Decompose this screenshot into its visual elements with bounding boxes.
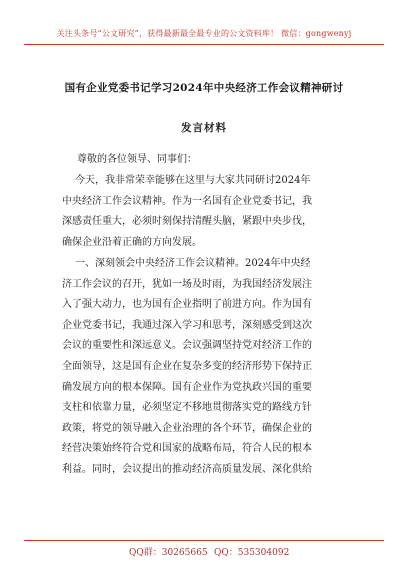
salutation: 尊敬的各位领导、同事们：	[77, 154, 197, 165]
header-divider	[24, 44, 384, 45]
paragraph-line: 深感责任重大，必须时刻保持清醒头脑，紧跟中央步伐，	[62, 216, 312, 228]
footer-qq-contact: QQ：535304092	[214, 548, 290, 558]
footer-divider	[24, 540, 384, 541]
document-title: 国有企业党委书记学习2024年中央经济工作会议精神研讨	[64, 82, 344, 94]
paragraph-intro	[62, 171, 352, 253]
paragraph-line: 入了强大动力，也为国有企业指明了前进方向。作为国有	[62, 299, 312, 311]
paragraph-line: 今天，我非常荣幸能够在这里与大家共同研讨2024年	[75, 175, 311, 186]
paragraph-line: 全面领导，这是国有企业在复杂多变的经济形势下保持正	[62, 360, 312, 372]
paragraph-line: 利益。同时，会议提出的推动经济高质量发展、深化供给	[62, 463, 312, 475]
document-subtitle: 发言材料	[181, 122, 227, 134]
paragraph-line: 政策，将党的领导融入企业治理的各个环节，确保企业的	[62, 422, 312, 434]
paragraph-section-one	[62, 254, 352, 481]
paragraph-line: 企业党委书记，我通过深入学习和思考，深刻感受到这次	[62, 319, 312, 331]
paragraph-line: 中央经济工作会议精神。作为一名国有企业党委书记，我	[62, 195, 312, 207]
footer-qq-group: QQ群：30265665	[129, 548, 208, 558]
paragraph-line: 会议的重要性和深远意义。会议强调坚持党对经济工作的	[62, 340, 312, 352]
page-footer	[0, 540, 408, 562]
paragraph-line: 济工作会议的召开，犹如一场及时雨，为我国经济发展注	[62, 278, 312, 290]
paragraph-line: 经营决策始终符合党和国家的战略布局，符合人民的根本	[62, 443, 312, 455]
header-banner	[0, 0, 408, 52]
header-banner-text: 关注头条号“公文研究”，获得最新最全最专业的公文资料库！ 微信：gongwenyj	[56, 29, 352, 38]
paragraph-line: 确保企业沿着正确的方向发展。	[62, 236, 202, 248]
paragraph-line: 一、深刻领会中央经济工作会议精神。2024年中央经	[75, 258, 311, 269]
paragraph-line: 支柱和依靠力量，必须坚定不移地贯彻落实党的路线方针	[62, 402, 312, 414]
paragraph-line: 确发展方向的根本保障。国有企业作为党执政兴国的重要	[62, 381, 312, 393]
